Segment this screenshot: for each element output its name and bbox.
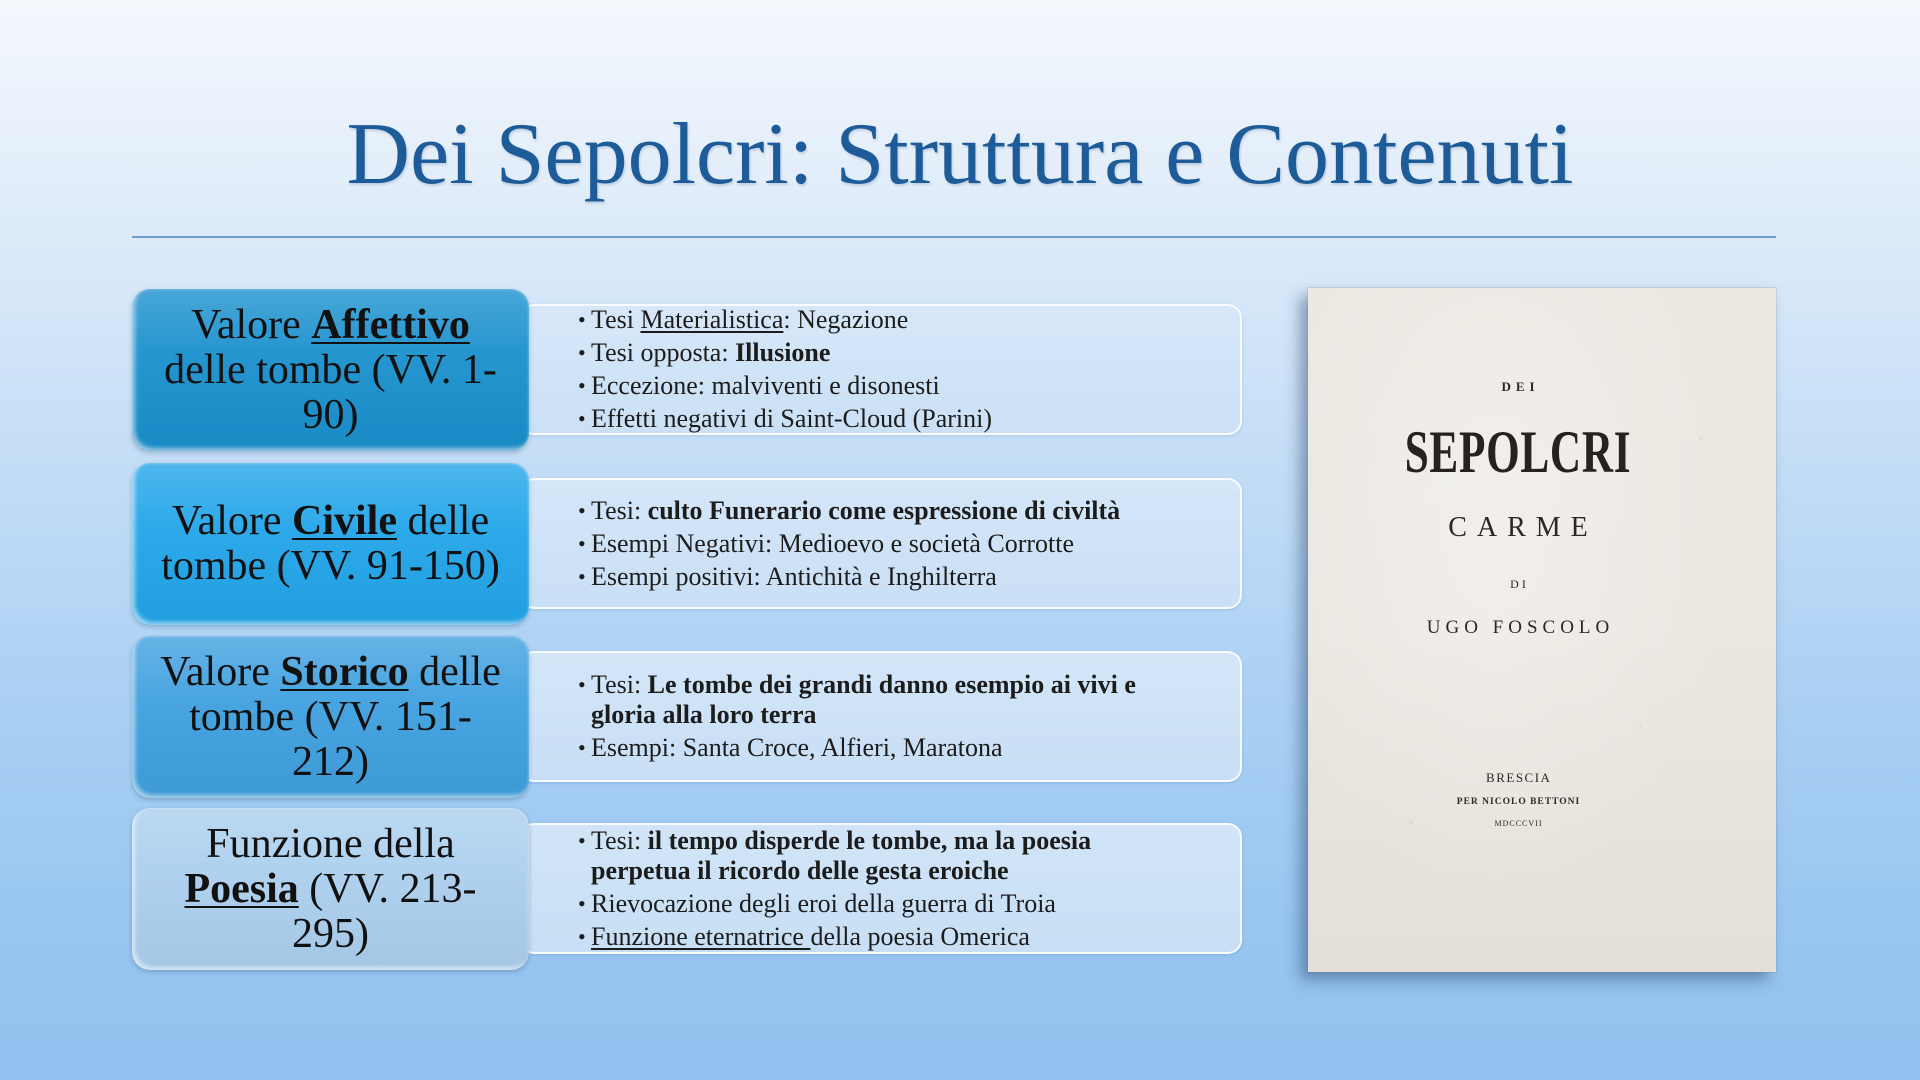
bullet-item: [591, 922, 1166, 952]
label-keyword: Storico: [280, 648, 409, 695]
section-label-poesia: [132, 808, 529, 970]
label-text: Valore: [191, 301, 312, 348]
label-keyword: Poesia: [184, 865, 299, 912]
bullet-text: Eccezione: malviventi e disonesti: [591, 371, 940, 400]
book-by: DI: [1510, 577, 1529, 591]
bullet-item: [591, 496, 1166, 526]
bullet-text: Tesi:: [591, 825, 648, 855]
bullet-item: [591, 733, 1166, 763]
bullet-text: Rievocazione degli eroi della guerra di Troia: [591, 888, 1056, 918]
book-author: UGO FOSCOLO: [1426, 617, 1615, 638]
bullet-text: Esempi Negativi: Medioevo e società Corrotte: [591, 528, 1075, 558]
bullet-item: [591, 305, 1166, 335]
label-line: [161, 544, 500, 589]
label-text: tombe (VV. 91-150): [161, 543, 500, 589]
bullet-text: della poesia Omerica: [810, 921, 1030, 951]
bullet-item: [591, 826, 1166, 886]
label-text: delle: [408, 648, 501, 695]
label-line: [184, 867, 476, 912]
bullet-list: [522, 826, 1240, 952]
bullet-item: [591, 404, 1166, 434]
book-title: SEPOLCRI: [1404, 419, 1632, 485]
section-content-box: [520, 651, 1242, 782]
bullet-text: Tesi opposta:: [591, 338, 736, 367]
bullet-list: [522, 496, 1240, 592]
label-text: tombe (VV. 151-: [189, 693, 472, 740]
bullet-bold-text: culto Funerario come espressione di civiltà: [647, 495, 1121, 525]
section-poesia: [132, 808, 1242, 970]
bullet-item: [591, 670, 1166, 730]
bullet-item: [591, 562, 1166, 592]
book-genre: CARME: [1448, 512, 1598, 543]
book-year: MDCCCVII: [1494, 819, 1543, 828]
section-label-affettivo: [132, 289, 529, 451]
label-line: [189, 695, 472, 740]
book-top-word: DEI: [1501, 379, 1540, 394]
label-text: delle: [396, 498, 490, 544]
section-civile: [132, 463, 1242, 625]
label-line: [160, 650, 501, 695]
title-divider: [132, 236, 1776, 238]
label-text: delle tombe (VV. 1-: [164, 346, 497, 393]
bullet-text: Tesi:: [591, 495, 648, 525]
bullet-item: [591, 338, 1166, 368]
book-city: BRESCIA: [1486, 770, 1552, 785]
section-content-box: [520, 478, 1242, 609]
section-content-box: [520, 823, 1242, 954]
slide-title: Dei Sepolcri: Struttura e Contenuti: [346, 106, 1574, 203]
section-content-box: [520, 304, 1242, 435]
label-text: 212): [292, 738, 369, 785]
section-affettivo: [132, 289, 1242, 451]
label-line: [191, 303, 470, 348]
label-line: [303, 393, 359, 438]
bullet-text: Tesi:: [591, 670, 648, 699]
label-line: [172, 499, 489, 544]
bullet-item: [591, 371, 1166, 401]
section-storico: [132, 636, 1242, 798]
bullet-item: [591, 529, 1166, 559]
bullet-bold-text: Illusione: [735, 338, 831, 367]
bullet-text: Tesi: [591, 305, 641, 334]
label-line: [292, 912, 369, 957]
bullet-item: [591, 889, 1166, 919]
bullet-underlined-text: Funzione eternatrice: [591, 921, 811, 951]
label-text: 90): [302, 391, 359, 438]
label-keyword: Civile: [292, 498, 397, 544]
bullet-text: Esempi: Santa Croce, Alfieri, Maratona: [591, 733, 1003, 762]
book-cover-image: [1308, 288, 1776, 972]
label-text: Funzione della: [206, 820, 455, 867]
label-line: [164, 348, 497, 393]
section-label-civile: [132, 463, 529, 625]
label-text: 295): [292, 910, 369, 957]
label-text: Valore: [160, 648, 281, 695]
section-label-storico: [132, 636, 529, 798]
bullet-text: Effetti negativi di Saint-Cloud (Parini): [591, 404, 993, 433]
label-line: [206, 822, 454, 867]
label-text: (VV. 213-: [298, 865, 477, 912]
book-publisher: PER NICOLO BETTONI: [1456, 797, 1581, 807]
label-keyword: Affettivo: [311, 301, 470, 348]
bullet-list: [522, 670, 1240, 763]
label-text: Valore: [171, 498, 292, 544]
bullet-text: : Negazione: [783, 305, 909, 334]
bullet-bold-text: Le tombe dei grandi danno esempio ai vivi e gloria alla loro terra: [591, 670, 1136, 729]
bullet-bold-text: il tempo disperde le tombe, ma la poesia perpetua il ricordo delle gesta eroiche: [591, 825, 1092, 885]
bullet-underlined-text: Materialistica: [640, 305, 784, 334]
bullet-list: [522, 305, 1240, 434]
bullet-text: Esempi positivi: Antichità e Inghilterra: [591, 561, 997, 591]
label-line: [292, 740, 369, 785]
